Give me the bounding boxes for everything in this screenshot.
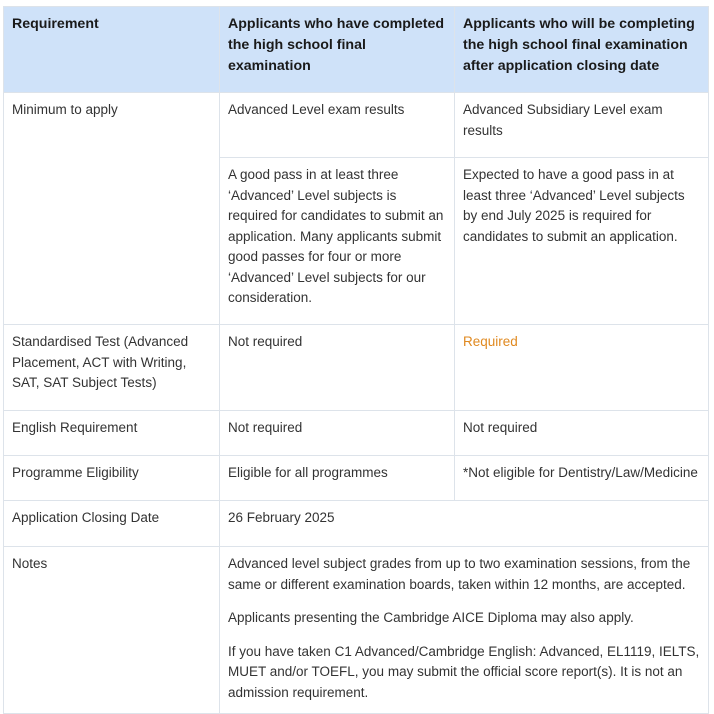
row-label: Notes xyxy=(4,547,220,714)
cell: Advanced Level exam results xyxy=(220,93,455,158)
table-row xyxy=(4,93,709,158)
row-label: Programme Eligibility xyxy=(4,456,220,501)
cell: *Not eligible for Dentistry/Law/Medicine xyxy=(455,456,709,501)
header-completed: Applicants who have completed the high school final examination xyxy=(220,7,455,93)
cell: Eligible for all programmes xyxy=(220,456,455,501)
notes-cell xyxy=(220,547,709,714)
row-label: Standardised Test (Advanced Placement, ACT with Writing, SAT, SAT Subject Tests) xyxy=(4,325,220,411)
cell: Not required xyxy=(220,325,455,411)
header-row xyxy=(4,7,709,93)
row-label: Application Closing Date xyxy=(4,501,220,547)
table-row xyxy=(4,411,709,456)
required-highlight: Required xyxy=(455,325,709,411)
row-label: English Requirement xyxy=(4,411,220,456)
note-paragraph: Applicants presenting the Cambridge AICE Diploma may also apply. xyxy=(228,610,634,625)
cell: Advanced Subsidiary Level exam results xyxy=(455,93,709,158)
table-row xyxy=(4,547,709,714)
header-requirement: Requirement xyxy=(4,7,220,93)
cell: 26 February 2025 xyxy=(220,501,709,547)
header-completing: Applicants who will be completing the high school final examination after application closing date xyxy=(455,7,709,93)
note-paragraph: If you have taken C1 Advanced/Cambridge English: Advanced, EL1119, IELTS, MUET and/or TOEFL, you may submit the official score report(s). It is not an admission requirement. xyxy=(228,643,700,700)
table-row xyxy=(4,456,709,501)
note-paragraph: Advanced level subject grades from up to two examination sessions, from the same or different examination boards, taken within 12 months, are accepted. xyxy=(228,556,691,592)
requirements-table xyxy=(3,6,709,714)
table-row xyxy=(4,325,709,411)
cell: Not required xyxy=(220,411,455,456)
cell: Expected to have a good pass in at least three ‘Advanced’ Level subjects by end July 2025 is required for candidates to submit an application. xyxy=(455,158,709,325)
cell: Not required xyxy=(455,411,709,456)
row-label: Minimum to apply xyxy=(4,93,220,325)
cell: A good pass in at least three ‘Advanced’ Level subjects is required for candidates to submit an application. Many applicants submit good passes for four or more ‘Advanced’ Level subjects for our consideration. xyxy=(220,158,455,325)
table-row xyxy=(4,501,709,547)
